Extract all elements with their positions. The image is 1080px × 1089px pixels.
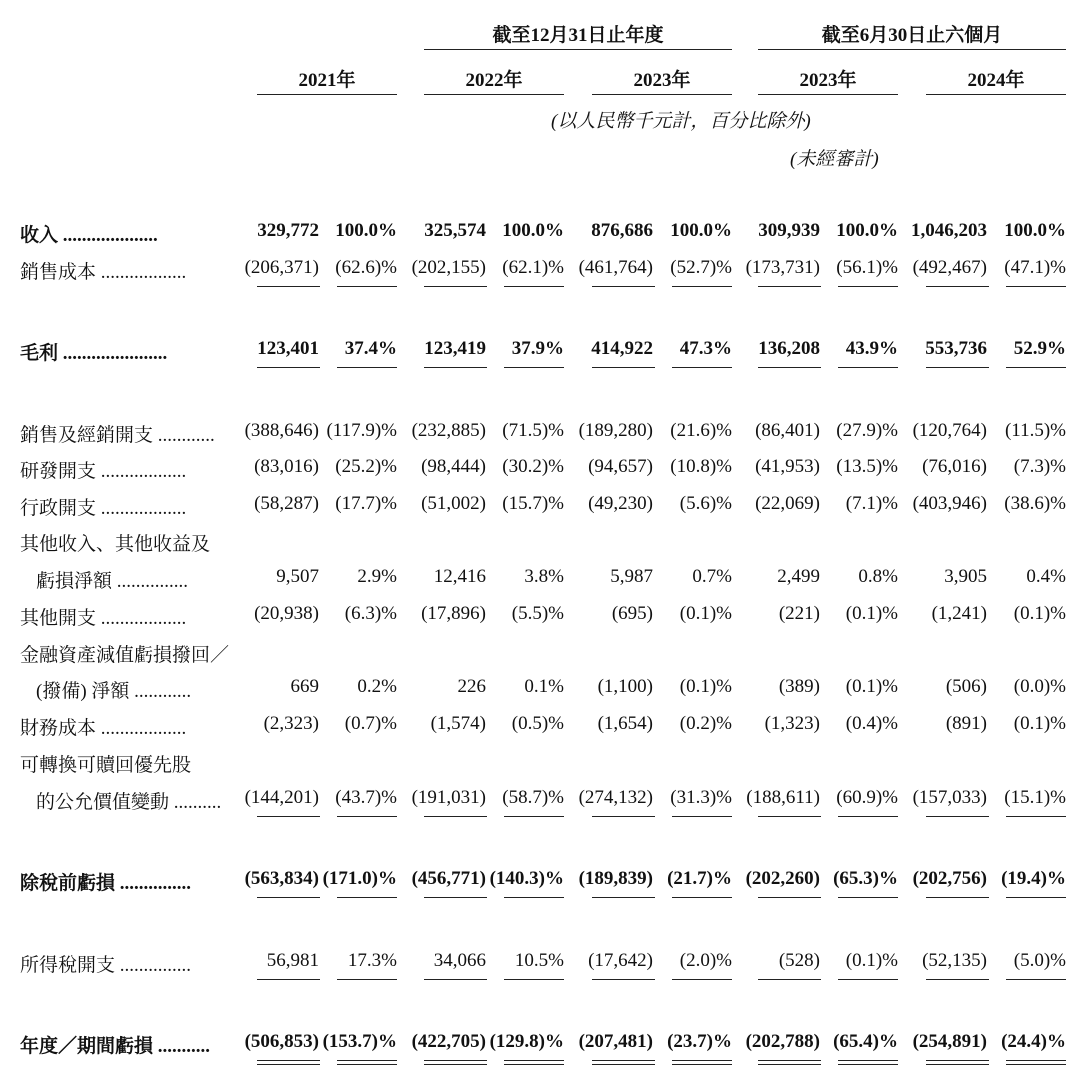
amount-cell: (17,896) xyxy=(421,603,486,624)
amount-cell: 553,736 xyxy=(925,338,987,359)
percent-cell: 100.0% xyxy=(1004,220,1066,241)
amount-cell: (41,953) xyxy=(755,456,820,477)
amount-cell: 876,686 xyxy=(591,220,653,241)
amount-cell: (22,069) xyxy=(755,493,820,514)
row-label: 銷售及經銷開支 ............ xyxy=(20,425,215,446)
subtotal-rule xyxy=(926,367,989,368)
subtotal-rule xyxy=(504,286,564,287)
subtotal-rule xyxy=(337,367,397,368)
amount-cell: (422,705) xyxy=(411,1031,486,1052)
percent-cell: (0.1)% xyxy=(1013,713,1066,734)
period-rule-2024-half xyxy=(926,94,1066,95)
amount-cell: (144,201) xyxy=(244,787,319,808)
amount-cell: (202,260) xyxy=(745,868,820,889)
subtotal-rule xyxy=(504,979,564,980)
subtotal-rule xyxy=(926,897,989,898)
amount-cell: (58,287) xyxy=(254,493,319,514)
amount-cell: 9,507 xyxy=(276,566,319,587)
percent-cell: (5.0)% xyxy=(1013,950,1066,971)
amount-cell: (563,834) xyxy=(244,868,319,889)
percent-cell: (0.0)% xyxy=(1013,676,1066,697)
percent-cell: (0.1)% xyxy=(679,603,732,624)
subtotal-rule xyxy=(1006,979,1066,980)
subtotal-rule xyxy=(424,286,487,287)
amount-cell: 123,401 xyxy=(257,338,319,359)
row-label: 年度／期間虧損 ........... xyxy=(20,1036,211,1057)
total-double-rule xyxy=(672,1060,732,1065)
subtotal-rule xyxy=(758,979,821,980)
row-label: 金融資產減值虧損撥回／ xyxy=(20,645,230,666)
amount-cell: (207,481) xyxy=(578,1031,653,1052)
percent-cell: (171.0)% xyxy=(322,868,397,889)
row-label: 虧損淨額 ............... xyxy=(36,571,189,592)
percent-cell: (15.1)% xyxy=(1004,787,1066,808)
subtotal-rule xyxy=(758,286,821,287)
percent-cell: (31.3)% xyxy=(670,787,732,808)
percent-cell: 43.9% xyxy=(845,338,898,359)
amount-cell: (189,839) xyxy=(578,868,653,889)
amount-cell: (492,467) xyxy=(912,257,987,278)
amount-cell: (891) xyxy=(945,713,987,734)
amount-cell: (1,654) xyxy=(597,713,653,734)
amount-cell: (1,323) xyxy=(764,713,820,734)
total-double-rule xyxy=(257,1060,320,1065)
period-rule-2022 xyxy=(424,94,564,95)
percent-cell: 52.9% xyxy=(1013,338,1066,359)
row-label: 的公允價值變動 .......... xyxy=(36,792,222,813)
amount-cell: (173,731) xyxy=(745,257,820,278)
row-label: 行政開支 .................. xyxy=(20,498,187,519)
percent-cell: 47.3% xyxy=(679,338,732,359)
amount-cell: (388,646) xyxy=(244,420,319,441)
subtotal-rule xyxy=(257,816,320,817)
percent-cell: (0.2)% xyxy=(679,713,732,734)
row-label: 收入 .................... xyxy=(20,225,158,246)
amount-cell: (274,132) xyxy=(578,787,653,808)
percent-cell: 100.0% xyxy=(670,220,732,241)
amount-cell: (189,280) xyxy=(578,420,653,441)
percent-cell: (15.7)% xyxy=(502,493,564,514)
subtotal-rule xyxy=(838,816,898,817)
percent-cell: 0.8% xyxy=(858,566,898,587)
percent-cell: (140.3)% xyxy=(489,868,564,889)
percent-cell: (5.5)% xyxy=(511,603,564,624)
percent-cell: (0.4)% xyxy=(845,713,898,734)
percent-cell: 0.4% xyxy=(1026,566,1066,587)
percent-cell: (153.7)% xyxy=(322,1031,397,1052)
amount-cell: (202,788) xyxy=(745,1031,820,1052)
subtotal-rule xyxy=(926,979,989,980)
subtotal-rule xyxy=(838,979,898,980)
percent-cell: (5.6)% xyxy=(679,493,732,514)
subtotal-rule xyxy=(424,897,487,898)
period-header-2024-half: 2024年 xyxy=(967,70,1025,91)
percent-cell: (38.6)% xyxy=(1004,493,1066,514)
percent-cell: (23.7)% xyxy=(667,1031,732,1052)
amount-cell: 12,416 xyxy=(433,566,486,587)
subtotal-rule xyxy=(257,367,320,368)
percent-cell: (56.1)% xyxy=(836,257,898,278)
amount-cell: (506,853) xyxy=(244,1031,319,1052)
percent-cell: (117.9)% xyxy=(326,420,397,441)
subtotal-rule xyxy=(592,286,655,287)
total-double-rule xyxy=(1006,1060,1066,1065)
amount-cell: (2,323) xyxy=(263,713,319,734)
subtotal-rule xyxy=(926,816,989,817)
percent-cell: 37.9% xyxy=(511,338,564,359)
total-double-rule xyxy=(592,1060,655,1065)
amount-cell: (254,891) xyxy=(912,1031,987,1052)
subtotal-rule xyxy=(337,897,397,898)
amount-cell: 1,046,203 xyxy=(911,220,987,241)
header-group-half-rule xyxy=(758,49,1066,50)
amount-cell: (86,401) xyxy=(755,420,820,441)
percent-cell: 37.4% xyxy=(344,338,397,359)
percent-cell: (30.2)% xyxy=(502,456,564,477)
period-rule-2021 xyxy=(257,94,397,95)
percent-cell: (7.1)% xyxy=(845,493,898,514)
period-header-2021: 2021年 xyxy=(298,70,356,91)
percent-cell: (0.1)% xyxy=(845,950,898,971)
amount-cell: (202,756) xyxy=(912,868,987,889)
subtotal-rule xyxy=(672,979,732,980)
amount-cell: (188,611) xyxy=(746,787,820,808)
amount-cell: (51,002) xyxy=(421,493,486,514)
subtotal-rule xyxy=(672,367,732,368)
row-label: 銷售成本 .................. xyxy=(20,262,187,283)
amount-cell: (456,771) xyxy=(411,868,486,889)
amount-cell: 136,208 xyxy=(758,338,820,359)
subtotal-rule xyxy=(1006,897,1066,898)
percent-cell: (21.6)% xyxy=(670,420,732,441)
row-label: 除稅前虧損 ............... xyxy=(20,873,192,894)
percent-cell: (65.4)% xyxy=(833,1031,898,1052)
amount-cell: (98,444) xyxy=(421,456,486,477)
subtotal-rule xyxy=(838,367,898,368)
percent-cell: (62.1)% xyxy=(502,257,564,278)
percent-cell: (0.1)% xyxy=(845,603,898,624)
unaudited-note: (未經審計) xyxy=(790,149,879,170)
amount-cell: 123,419 xyxy=(424,338,486,359)
subtotal-rule xyxy=(504,367,564,368)
row-label: 所得稅開支 ............... xyxy=(20,955,192,976)
subtotal-rule xyxy=(758,816,821,817)
percent-cell: 0.2% xyxy=(357,676,397,697)
period-rule-2023-half xyxy=(758,94,898,95)
percent-cell: 100.0% xyxy=(335,220,397,241)
amount-cell: (221) xyxy=(778,603,820,624)
amount-cell: 2,499 xyxy=(777,566,820,587)
percent-cell: (6.3)% xyxy=(344,603,397,624)
header-group-year-rule xyxy=(424,49,732,50)
period-header-2022: 2022年 xyxy=(465,70,523,91)
percent-cell: (62.6)% xyxy=(335,257,397,278)
amount-cell: (49,230) xyxy=(588,493,653,514)
percent-cell: (43.7)% xyxy=(335,787,397,808)
amount-cell: 325,574 xyxy=(424,220,486,241)
subtotal-rule xyxy=(337,816,397,817)
subtotal-rule xyxy=(838,286,898,287)
percent-cell: (13.5)% xyxy=(836,456,898,477)
subtotal-rule xyxy=(1006,286,1066,287)
subtotal-rule xyxy=(1006,816,1066,817)
amount-cell: (1,100) xyxy=(597,676,653,697)
percent-cell: (19.4)% xyxy=(1001,868,1066,889)
subtotal-rule xyxy=(758,367,821,368)
percent-cell: 0.1% xyxy=(524,676,564,697)
amount-cell: 5,987 xyxy=(610,566,653,587)
subtotal-rule xyxy=(337,286,397,287)
percent-cell: (25.2)% xyxy=(335,456,397,477)
row-label: 毛利 ...................... xyxy=(20,343,168,364)
percent-cell: 100.0% xyxy=(836,220,898,241)
percent-cell: 0.7% xyxy=(692,566,732,587)
subtotal-rule xyxy=(504,816,564,817)
amount-cell: (206,371) xyxy=(244,257,319,278)
percent-cell: (2.0)% xyxy=(679,950,732,971)
header-group-year: 截至12月31日止年度 xyxy=(492,25,664,46)
percent-cell: (52.7)% xyxy=(670,257,732,278)
subtotal-rule xyxy=(257,979,320,980)
amount-cell: 329,772 xyxy=(257,220,319,241)
subtotal-rule xyxy=(672,816,732,817)
subtotal-rule xyxy=(257,286,320,287)
amount-cell: 309,939 xyxy=(758,220,820,241)
percent-cell: (129.8)% xyxy=(489,1031,564,1052)
amount-cell: (528) xyxy=(778,950,820,971)
subtotal-rule xyxy=(592,816,655,817)
amount-cell: 56,981 xyxy=(266,950,319,971)
amount-cell: 3,905 xyxy=(944,566,987,587)
header-group-half: 截至6月30日止六個月 xyxy=(821,25,1003,46)
amount-cell: (389) xyxy=(778,676,820,697)
total-double-rule xyxy=(926,1060,989,1065)
percent-cell: (0.1)% xyxy=(845,676,898,697)
period-rule-2023-year xyxy=(592,94,732,95)
percent-cell: (0.7)% xyxy=(344,713,397,734)
amount-cell: (1,241) xyxy=(931,603,987,624)
percent-cell: (27.9)% xyxy=(836,420,898,441)
period-header-2023-half: 2023年 xyxy=(799,70,857,91)
percent-cell: 100.0% xyxy=(502,220,564,241)
total-double-rule xyxy=(758,1060,821,1065)
total-double-rule xyxy=(424,1060,487,1065)
subtotal-rule xyxy=(424,816,487,817)
amount-cell: 414,922 xyxy=(591,338,653,359)
row-label: 可轉換可贖回優先股 xyxy=(20,755,192,776)
amount-cell: (461,764) xyxy=(578,257,653,278)
percent-cell: (0.1)% xyxy=(1013,603,1066,624)
subtotal-rule xyxy=(1006,367,1066,368)
amount-cell: (1,574) xyxy=(430,713,486,734)
row-label: 財務成本 .................. xyxy=(20,718,187,739)
percent-cell: (0.1)% xyxy=(679,676,732,697)
subtotal-rule xyxy=(592,979,655,980)
amount-cell: (52,135) xyxy=(922,950,987,971)
total-double-rule xyxy=(504,1060,564,1065)
percent-cell: 10.5% xyxy=(514,950,564,971)
percent-cell: (65.3)% xyxy=(833,868,898,889)
amount-cell: (202,155) xyxy=(411,257,486,278)
row-label: 研發開支 .................. xyxy=(20,461,187,482)
percent-cell: (21.7)% xyxy=(667,868,732,889)
amount-cell: (232,885) xyxy=(411,420,486,441)
total-double-rule xyxy=(337,1060,397,1065)
amount-cell: (157,033) xyxy=(912,787,987,808)
subtotal-rule xyxy=(424,979,487,980)
percent-cell: (71.5)% xyxy=(502,420,564,441)
amount-cell: (76,016) xyxy=(922,456,987,477)
percent-cell: (58.7)% xyxy=(502,787,564,808)
subtotal-rule xyxy=(592,897,655,898)
percent-cell: (11.5)% xyxy=(1004,420,1066,441)
percent-cell: (0.5)% xyxy=(511,713,564,734)
row-label: 其他開支 .................. xyxy=(20,608,187,629)
subtotal-rule xyxy=(672,286,732,287)
subtotal-rule xyxy=(592,367,655,368)
unit-note: (以人民幣千元計，百分比除外) xyxy=(551,111,811,132)
percent-cell: (47.1)% xyxy=(1004,257,1066,278)
subtotal-rule xyxy=(337,979,397,980)
row-label: (撥備) 淨額 ............ xyxy=(36,681,192,702)
amount-cell: (695) xyxy=(611,603,653,624)
amount-cell: (506) xyxy=(945,676,987,697)
percent-cell: 2.9% xyxy=(357,566,397,587)
subtotal-rule xyxy=(758,897,821,898)
subtotal-rule xyxy=(504,897,564,898)
amount-cell: 226 xyxy=(457,676,486,697)
subtotal-rule xyxy=(424,367,487,368)
percent-cell: (10.8)% xyxy=(670,456,732,477)
percent-cell: (60.9)% xyxy=(836,787,898,808)
amount-cell: (120,764) xyxy=(912,420,987,441)
percent-cell: 17.3% xyxy=(347,950,397,971)
amount-cell: (191,031) xyxy=(411,787,486,808)
amount-cell: (94,657) xyxy=(588,456,653,477)
amount-cell: (17,642) xyxy=(588,950,653,971)
amount-cell: 34,066 xyxy=(433,950,486,971)
subtotal-rule xyxy=(926,286,989,287)
amount-cell: 669 xyxy=(290,676,319,697)
percent-cell: 3.8% xyxy=(524,566,564,587)
percent-cell: (17.7)% xyxy=(335,493,397,514)
amount-cell: (83,016) xyxy=(254,456,319,477)
subtotal-rule xyxy=(838,897,898,898)
total-double-rule xyxy=(838,1060,898,1065)
row-label: 其他收入、其他收益及 xyxy=(20,534,211,555)
subtotal-rule xyxy=(257,897,320,898)
percent-cell: (7.3)% xyxy=(1013,456,1066,477)
period-header-2023-year: 2023年 xyxy=(633,70,691,91)
amount-cell: (20,938) xyxy=(254,603,319,624)
amount-cell: (403,946) xyxy=(912,493,987,514)
percent-cell: (24.4)% xyxy=(1001,1031,1066,1052)
subtotal-rule xyxy=(672,897,732,898)
